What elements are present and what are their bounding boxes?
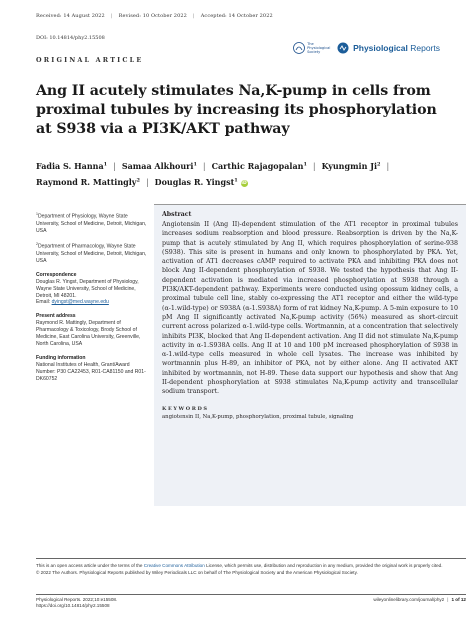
email-label: Email: — [36, 299, 51, 306]
abstract-text: Angiotensin II (Ang II)-dependent stimulation of the AT1 receptor in proximal tubules increases sodium reabsorption and blood pressure. Reabsorption is driven by the Na,K-pump that is acutely stimulated by Ang II, which requires phosphorylation of serine-938 (S938). This site is present in humans and only known to phosphorylated by PKA. Yet, activation of AT1 decreases cAMP required to activate PKA and inhibiting PKA does not block Ang II-dependent phosphorylation of S938. We tested the hypothesis that Ang II-dependent activation is mediated via increased phosphorylation at S938 through a PI3K/AKT-dependent pathway. Experiments were conducted using opossum kidney cells, a proximal tubule cell line, stably co-expressing the AT1 receptor and either the wild-type (α-1.wild-type) or S938A (α-1.S938A) form of rat kidney Na,K-pump. A 5-min exposure to 10 pM Ang II significantly activated Na,K-pump activity (56%) measured as short-circuit current across polarized α-1.wild-type cells. Wortmannin, at a concentration that selectively inhibits PI3K, blocked that Ang II-dependent activation. Ang II did not stimulate Na,K-pump activity in α-1.S938A cells. Ang II at 10 and 100 pM increased phosphorylation of S938 in α-1.wild-type cells measured in whole cell lysates. The increase was inhibited by wortmannin plus H-89, an inhibitor of PKA, not by either alone. Ang II activated AKT inhibited by wortmannin, not H-89. These data support our hypothesis and show that Ang II-dependent phosphorylation at S938 stimulates Na,K-pump activity and transcellular sodium transport. — [162, 221, 458, 396]
present-address-text: Raymond R. Mattingly, Department of Pharmacology & Toxicology, Brody School of Medicine, East Carolina University, Greenville, North Carolina, USA — [36, 320, 141, 347]
author[interactable]: Samaa Alkhouri$^1$ — [121, 160, 197, 171]
correspondence — [36, 272, 148, 307]
article-dates — [36, 13, 436, 19]
journal-logos — [293, 42, 440, 54]
funding-information — [36, 355, 148, 383]
correspondence-text: Douglas R. Yingst, Department of Physiology, Wayne State University, School of Medicine, Detroit, MI 48201. — [36, 278, 139, 299]
present-address-heading: Present address — [36, 313, 76, 320]
affiliation-2: $^2$Department of Pharmacology, Wayne State University, School of Medicine, Detroit, Michigan, USA — [36, 242, 147, 264]
keywords-text: angiotensin II, Na,K-pump, phosphorylation, proximal tubule, signaling — [162, 413, 354, 420]
article-type: ORIGINAL ARTICLE — [36, 56, 144, 64]
funding-heading: Funding information — [36, 354, 86, 361]
article-info-sidebar — [36, 211, 148, 390]
orcid-icon[interactable]: iD — [241, 181, 247, 187]
society-emblem-icon — [293, 42, 305, 54]
author[interactable]: Douglas R. Yingst$^1$ — [154, 177, 238, 188]
page-footer — [36, 597, 466, 610]
footer-divider — [36, 594, 466, 595]
page-number: 1 of 12 — [451, 597, 466, 602]
license-notice: This is an open access article under the terms of the Creative Commons Attribution License, which permits use, distribution and reproduction in any medium, provided the original work is properly cited. © 2022 The Authors. Physiological Reports published by Wiley Periodicals LLC on behalf of The Physiological Society and the American Physiological Society. — [36, 563, 443, 575]
date-separator: | — [192, 13, 195, 19]
article-title: Ang II acutely stimulates Na,K-pump in cells from proximal tubules by increasing its phosphorylation at S938 via a PI3K/AKT pathway — [36, 83, 437, 137]
abstract-heading: Abstract — [162, 211, 192, 218]
correspondence-email-link[interactable]: dyingst@med.wayne.edu — [51, 299, 109, 306]
author[interactable]: Fadia S. Hanna$^1$ — [36, 160, 108, 171]
doi-link[interactable]: https://doi.org/10.14814/phy2.15508 — [36, 603, 110, 609]
copyright-notice: © 2022 The Authors. Physiological Reports published by Wiley Periodicals LLC on behalf of The Physiological Society and the American Physiological Society. — [36, 569, 358, 575]
physiological-society-logo — [293, 42, 329, 54]
funding-text: National Institutes of Health, Grant/Award Number: P30 CA22453, R01-CA81150 and R01-DK60752 — [36, 361, 146, 382]
journal-site-link[interactable]: wileyonlinelibrary.com/journal/phy2 — [373, 597, 445, 602]
journal-citation: Physiological Reports. 2022;10:e15508. — [36, 597, 118, 602]
abstract-box — [154, 204, 466, 506]
journal-brand-name: Physiological Reports — [353, 43, 440, 53]
doi[interactable]: DOI: 10.14814/phy2.15508 — [36, 35, 105, 41]
creative-commons-link[interactable]: Creative Commons Attribution — [143, 563, 205, 568]
revised-date: Revised: 10 October 2022 — [118, 13, 187, 19]
society-name: The Physiological Society — [307, 42, 331, 54]
author[interactable]: Carthic Rajagopalan$^1$ — [211, 160, 307, 171]
footer-divider — [36, 558, 466, 559]
date-separator: | — [110, 13, 113, 19]
author-list: Fadia S. Hanna$^1$ | Samaa Alkhouri$^1$ | Carthic Rajagopalan$^1$ | Kyungmin Ji$^2$ | Raymond R. Mattingly$^2$ | Douglas R. Yingst$^1$ iD — [36, 160, 390, 188]
journal-brand-icon — [337, 42, 349, 54]
received-date: Received: 14 August 2022 — [36, 13, 105, 19]
footer-right: wileyonlinelibrary.com/journal/phy2 | 1 of 12 — [373, 597, 466, 602]
author[interactable]: Raymond R. Mattingly$^2$ — [36, 177, 140, 188]
present-address — [36, 313, 148, 348]
affiliation-1: $^1$Department of Physiology, Wayne State University, School of Medicine, Detroit, Michigan, USA — [36, 212, 147, 234]
author[interactable]: Kyungmin Ji$^2$ — [321, 160, 381, 171]
accepted-date: Accepted: 14 October 2022 — [200, 13, 273, 19]
keywords-heading: KEYWORDS — [162, 405, 209, 412]
correspondence-heading: Correspondence — [36, 271, 77, 278]
